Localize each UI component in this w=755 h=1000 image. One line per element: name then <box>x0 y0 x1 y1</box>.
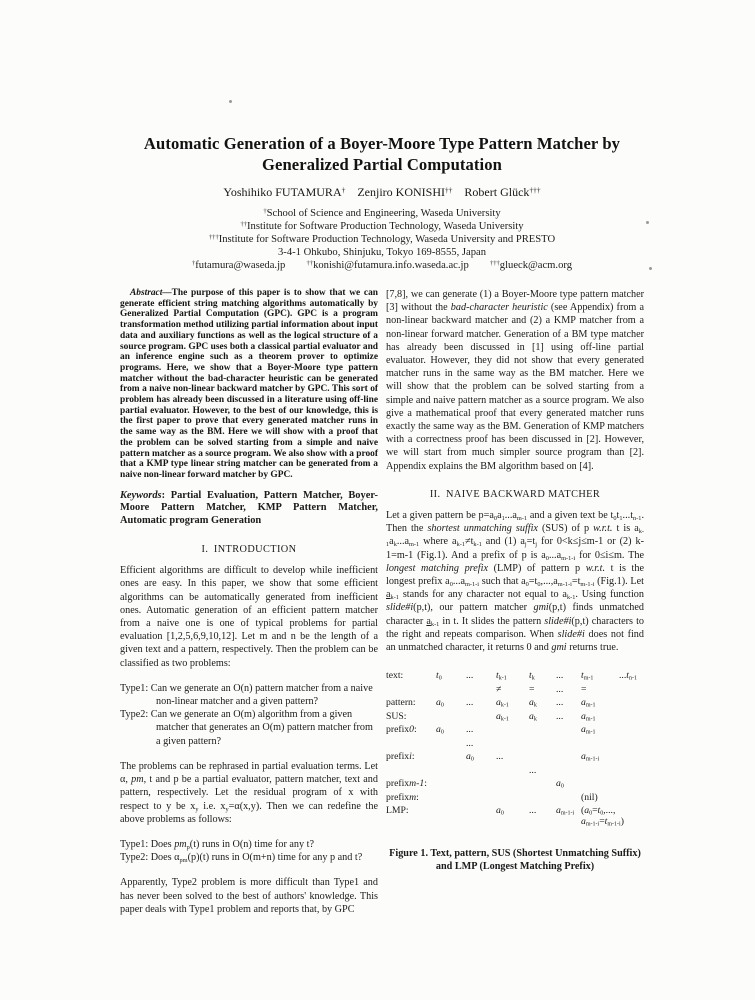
figure-cell <box>496 778 529 792</box>
figure-cell: $a_{m-1}$ <box>581 724 596 736</box>
figure-cell: ≠ <box>496 683 502 695</box>
emails-line: †futamura@waseda.jp ††konishi@futamura.info.waseda.ac.jp †††glueck@acm.org <box>191 260 572 271</box>
figure-cell: ... <box>466 670 474 682</box>
figure-cell <box>581 778 619 792</box>
figure-1-table <box>386 670 644 827</box>
figure-cell <box>436 738 466 752</box>
figure-cell <box>556 765 581 779</box>
figure-cell: = <box>529 683 535 695</box>
figure-cell: $t_k$ <box>529 670 535 682</box>
figure-row <box>386 751 644 765</box>
figure-cell <box>619 684 644 698</box>
figure-cell: SUS: <box>386 710 407 722</box>
figure-cell <box>496 738 529 752</box>
affiliation-line-2: ††Institute for Software Production Technology, Waseda University <box>240 221 524 232</box>
two-column-body <box>120 288 644 916</box>
figure-cell: prefixm-1: <box>386 778 427 790</box>
figure-cell: $a_{m-1-i}$ <box>581 751 600 763</box>
type1-question: Type1: Can we generate an O(n) pattern matcher from a naive non-linear matcher and a given pattern? <box>120 682 373 708</box>
figure-cell: ... <box>466 737 474 749</box>
figure-cell <box>529 738 556 752</box>
figure-cell <box>436 805 466 827</box>
figure-cell: $a_0$ <box>556 778 564 790</box>
figure-cell: prefixi: <box>386 751 415 763</box>
figure-cell: ... <box>529 764 537 776</box>
intro-paragraph-3: Apparently, Type2 problem is more difficult than Type1 and has never been solved to the best of authors' knowledge. This paper deals with Type1 problem and reports that, by GPC <box>120 877 378 915</box>
figure-cell: (nil) <box>581 791 598 803</box>
figure-cell <box>619 778 644 792</box>
page-content <box>120 133 644 916</box>
figure-1-caption: Figure 1. Text, pattern, SUS (Shortest Unmatching Suffix) and LMP (Longest Matching Prefix) <box>389 848 641 873</box>
figure-cell <box>529 792 556 806</box>
figure-cell <box>436 684 466 698</box>
figure-row <box>386 738 644 752</box>
figure-cell <box>619 792 644 806</box>
figure-cell: $t_0$ <box>436 670 442 682</box>
figure-cell <box>581 765 619 779</box>
address-line: 3-4-1 Ohkubo, Shinjuku, Tokyo 169-8555, Japan <box>278 247 486 258</box>
figure-cell: ... <box>556 710 564 722</box>
figure-cell <box>529 751 556 765</box>
figure-row <box>386 670 644 684</box>
type-redefined-list <box>120 838 378 864</box>
figure-cell <box>619 697 644 711</box>
figure-cell <box>436 778 466 792</box>
figure-cell <box>619 751 644 765</box>
figure-row <box>386 778 644 792</box>
figure-cell <box>529 724 556 738</box>
scan-speck <box>646 221 649 224</box>
figure-cell <box>556 792 581 806</box>
figure-cell: $a_{m-1}$ <box>581 710 596 723</box>
type2-redefined: Type2: Does $\alpha_{pm}(p)(t)$ runs in O(m+n) time for any p and t? <box>120 852 363 864</box>
figure-1 <box>386 670 644 873</box>
figure-cell <box>386 765 436 779</box>
figure-cell: $a_{k-1}$ <box>496 697 509 709</box>
figure-row <box>386 697 644 711</box>
figure-1-rows <box>386 670 644 827</box>
right-column <box>386 288 644 916</box>
figure-cell <box>556 724 581 738</box>
type-question-list <box>120 682 378 748</box>
intro-paragraph-1: Efficient algorithms are difficult to develop while inefficient ones are easy. In this paper, we show that some efficient algorithms can be automatically generated from inefficient ones. Automatic generation of an efficient pattern matcher from a naive one is one of typical problems for partial evaluation [1,2,5,6,9,10,12]. Let m and n be the length of a given text and a pattern, respectively. Then the problem can be classified as two problems: <box>120 565 378 669</box>
figure-cell: = <box>581 683 587 695</box>
figure-cell: $a_{m-1-i}$ <box>556 805 575 817</box>
affiliations-block <box>120 207 644 272</box>
affiliation-line-1: †School of Science and Engineering, Waseda University <box>263 208 501 219</box>
right-paragraph-1: [7,8], we can generate (1) a Boyer-Moore type pattern matcher [3] without the bad-character heuristic (see Appendix) from a non-linear backward matcher and (2) a KMP matcher from a non-linear forward matcher. Generation of a BM type matcher has already been discussed in [1] using off-line partial evaluator. However, they did not show that every generated matcher runs in the same way as the BM matcher. Here we will show that the problem can be solved starting from a simple and naive pattern matcher as a source program. We also give a mathematical proof that every generated matcher runs exactly the same way as the BM. Generation of KMP matchers with a correctness proof has been discussed in [2]. However, we will start from much simpler source program than [2]. Appendix explains the BM algorithm based on [4]. <box>386 289 644 472</box>
figure-row <box>386 711 644 725</box>
figure-cell: text: <box>386 670 404 682</box>
figure-cell <box>619 711 644 725</box>
figure-cell <box>556 738 581 752</box>
affiliation-line-3: †††Institute for Software Production Technology, Waseda University and PRESTO <box>208 234 556 245</box>
figure-cell <box>386 738 436 752</box>
scan-speck <box>649 267 652 270</box>
left-column <box>120 288 378 916</box>
figure-cell <box>466 792 496 806</box>
type1-redefined: Type1: Does $pm_p(t)$ runs in O(n) time for any t? <box>120 838 314 851</box>
figure-row <box>386 765 644 779</box>
figure-cell <box>466 778 496 792</box>
figure-cell: ($a_0=t_0$,..., $a_{m-1-i}=t_{m-1-i}$) <box>581 805 624 828</box>
figure-cell <box>556 751 581 765</box>
figure-row <box>386 792 644 806</box>
figure-cell <box>496 724 529 738</box>
figure-cell: $a_0$ <box>436 724 444 736</box>
figure-cell: $a_{k-1}$ <box>496 710 509 723</box>
figure-cell <box>466 684 496 698</box>
figure-cell: $t_{k-1}$ <box>496 670 507 682</box>
figure-cell <box>436 751 466 765</box>
figure-cell <box>466 805 496 827</box>
figure-cell: $a_{m-1}$ <box>581 697 596 709</box>
figure-cell <box>436 711 466 725</box>
figure-cell <box>496 792 529 806</box>
figure-cell: prefix0: <box>386 724 417 736</box>
figure-cell <box>496 765 529 779</box>
figure-row <box>386 724 644 738</box>
figure-cell: $a_0$ <box>466 751 474 763</box>
figure-cell: $a_k$ <box>529 697 537 709</box>
abstract-paragraph: Abstract—The purpose of this paper is to show that we can generate efficient string matching algorithms automatically by Generalized Partial Computation (GPC). GPC is a program transformation method utilizing partial information about input data and auxiliary functions as well as the logical structure of a source program. GPC uses both a classical partial evaluator and an inference engine such as a theorem prover to optimize programs. Here, we show that a Boyer-Moore type pattern matcher without the bad-character heuristic can be generated from a naive non-linear backward matcher by GPC. This sort of problem has already been discussed in a literature using off-line partial evaluator. However, to the best of our knowledge, this is the first paper to prove that every generated matcher runs in the same way as the BM. Here we will show with a proof that the problem can be solved starting from a simple and naive pattern matcher as a source program. We also show with a proof that a KMP type linear string matcher can be generated from a naive non-linear forward matcher by GPC. <box>120 288 378 480</box>
paper-title: Automatic Generation of a Boyer-Moore Type Pattern Matcher by Generalized Partial Computation <box>143 134 621 174</box>
figure-cell: ... <box>466 724 474 736</box>
figure-cell: ... <box>529 805 537 817</box>
figure-cell: ... <box>556 670 564 682</box>
figure-cell <box>581 738 619 752</box>
intro-paragraph-2: The problems can be rephrased in partial evaluation terms. Let α, pm, t and p be a partial evaluator, pattern matcher, text and pattern, respectively. Let the residual program of x with respect to y be $x_y$ i.e. $x_y=\alpha(x,y)$. Then we can redefine the above problems as follows: <box>120 760 378 825</box>
section-1-heading: I. INTRODUCTION <box>201 544 297 556</box>
figure-cell: ... <box>496 751 504 763</box>
scan-speck <box>229 100 232 103</box>
figure-cell: $a_k$ <box>529 710 537 723</box>
keywords-paragraph: Keywords: Partial Evaluation, Pattern Matcher, Boyer-Moore Pattern Matcher, KMP Pattern Matcher, Automatic program Generation <box>120 489 378 527</box>
figure-cell: ... <box>556 697 564 709</box>
figure-cell <box>466 711 496 725</box>
figure-cell <box>529 778 556 792</box>
figure-row <box>386 684 644 698</box>
section-2-heading: II. NAIVE BACKWARD MATCHER <box>429 488 601 500</box>
figure-cell: $...t_{n-1}$ <box>619 670 637 682</box>
figure-row <box>386 805 644 827</box>
figure-cell <box>386 684 436 698</box>
figure-cell <box>436 792 466 806</box>
figure-cell <box>619 724 644 738</box>
figure-cell: ... <box>466 697 474 709</box>
backward-matcher-paragraph: Let a given pattern be $p=a_0a_1...a_{m-1}$ and a given text be $t_0t_1...t_{n-1}$. Then the shortest unmatching suffix (SUS) of p w.r.t. t is $a_{k-1}a_k...a_{m-1}$ where $a_{k-1}\ne t_{k-1}$ and (1) $a_j=t_j$ for 0<k≤j≤m-1 or (2) k-1=m-1 (Fig.1). And a prefix of p is $a_0...a_{m-1-i}$ for 0≤i≤m. The longest matching prefix (LMP) of pattern p w.r.t. t is the longest prefix $a_0...a_{m-1-i}$ such that $a_0=t_0,...,a_{m-1-i}=t_{m-1-i}$ (Fig.1). Let $a_{k-1}$ stands for any character not equal to $a_{k-1}$. Using function slide#i(p,t), our pattern matcher gmi(p,t) finds unmatched character $a_{k-1}$ in t. It slides the pattern slide#i(p,t) characters to the right and repeats comparison. When slide#i does not find an unmatched character, it returns 0 and gmi returns true. <box>386 510 644 654</box>
figure-cell: $a_0$ <box>436 697 444 709</box>
type2-question: Type2: Can we generate an O(m) algorithm from a given matcher that generates an O(m) pattern matcher from a given pattern? <box>120 709 373 747</box>
figure-cell <box>619 738 644 752</box>
figure-cell: LMP: <box>386 805 409 817</box>
figure-cell <box>466 765 496 779</box>
figure-cell <box>436 765 466 779</box>
figure-cell <box>619 765 644 779</box>
figure-cell: pattern: <box>386 697 416 709</box>
figure-cell: ... <box>556 683 564 695</box>
figure-cell: $a_0$ <box>496 805 504 817</box>
figure-cell: prefixm: <box>386 791 419 803</box>
authors-line: Yoshihiko FUTAMURA† Zenjiro KONISHI†† Robert Glück††† <box>223 185 541 199</box>
figure-cell: $t_{m-1}$ <box>581 670 594 682</box>
